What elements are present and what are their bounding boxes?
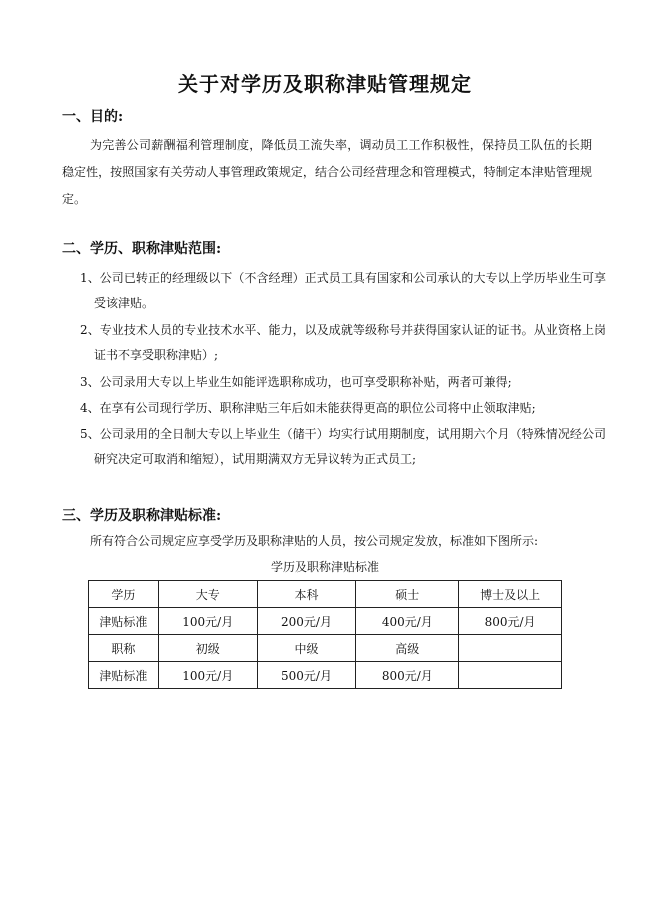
table-row — [89, 608, 562, 635]
table-cell: 硕士 — [356, 581, 459, 608]
table-cell: 本科 — [257, 581, 356, 608]
table-cell: 博士及以上 — [459, 581, 562, 608]
table-cell: 学历 — [89, 581, 159, 608]
table-cell: 大专 — [158, 581, 257, 608]
table-cell: 初级 — [158, 635, 257, 662]
table-cell — [459, 635, 562, 662]
table-cell: 职称 — [89, 635, 159, 662]
scope-item: 2、专业技术人员的专业技术水平、能力，以及成就等级称号并获得国家认证的证书。从业资格上岗证书不享受职称津贴）; — [80, 323, 606, 362]
table-cell — [459, 662, 562, 689]
scope-item: 1、公司已转正的经理级以下（不含经理）正式员工具有国家和公司承认的大专以上学历毕业生可享受该津贴。 — [80, 271, 606, 310]
table-row — [89, 662, 562, 689]
table-cell: 800元/月 — [356, 662, 459, 689]
table-row — [89, 635, 562, 662]
table-cell: 中级 — [257, 635, 356, 662]
table-cell: 500元/月 — [257, 662, 356, 689]
scope-item: 3、公司录用大专以上毕业生如能评选职称成功，也可享受职称补贴，两者可兼得; — [80, 375, 512, 389]
section-heading-scope: 二、学历、职称津贴范围: — [62, 241, 222, 257]
table-cell: 400元/月 — [356, 608, 459, 635]
table-cell: 津贴标准 — [89, 662, 159, 689]
table-cell: 100元/月 — [158, 662, 257, 689]
scope-item: 5、公司录用的全日制大专以上毕业生（储干）均实行试用期制度，试用期六个月（特殊情况经公司研究决定可取消和缩短），试用期满双方无异议转为正式员工; — [80, 427, 606, 466]
table-cell: 200元/月 — [257, 608, 356, 635]
table-cell: 高级 — [356, 635, 459, 662]
table-cell: 100元/月 — [158, 608, 257, 635]
standard-intro: 所有符合公司规定应享受学历及职称津贴的人员，按公司规定发放，标准如下图所示: — [90, 534, 539, 548]
table-cell: 800元/月 — [459, 608, 562, 635]
table-cell: 津贴标准 — [89, 608, 159, 635]
scope-item: 4、在享有公司现行学历、职称津贴三年后如未能获得更高的职位公司将中止领取津贴; — [80, 401, 536, 415]
section-heading-purpose: 一、目的: — [62, 109, 124, 125]
purpose-paragraph: 为完善公司薪酬福利管理制度，降低员工流失率，调动员工工作积极性，保持员工队伍的长期稳定性，按照国家有关劳动人事管理政策规定，结合公司经营理念和管理模式，特制定本津贴管理规定。 — [62, 138, 592, 206]
table-caption: 学历及职称津贴标准 — [270, 560, 379, 574]
section-heading-standard: 三、学历及职称津贴标准: — [62, 508, 222, 524]
allowance-table — [88, 580, 562, 689]
document-title: 关于对学历及职称津贴管理规定 — [178, 72, 472, 96]
table-row — [89, 581, 562, 608]
